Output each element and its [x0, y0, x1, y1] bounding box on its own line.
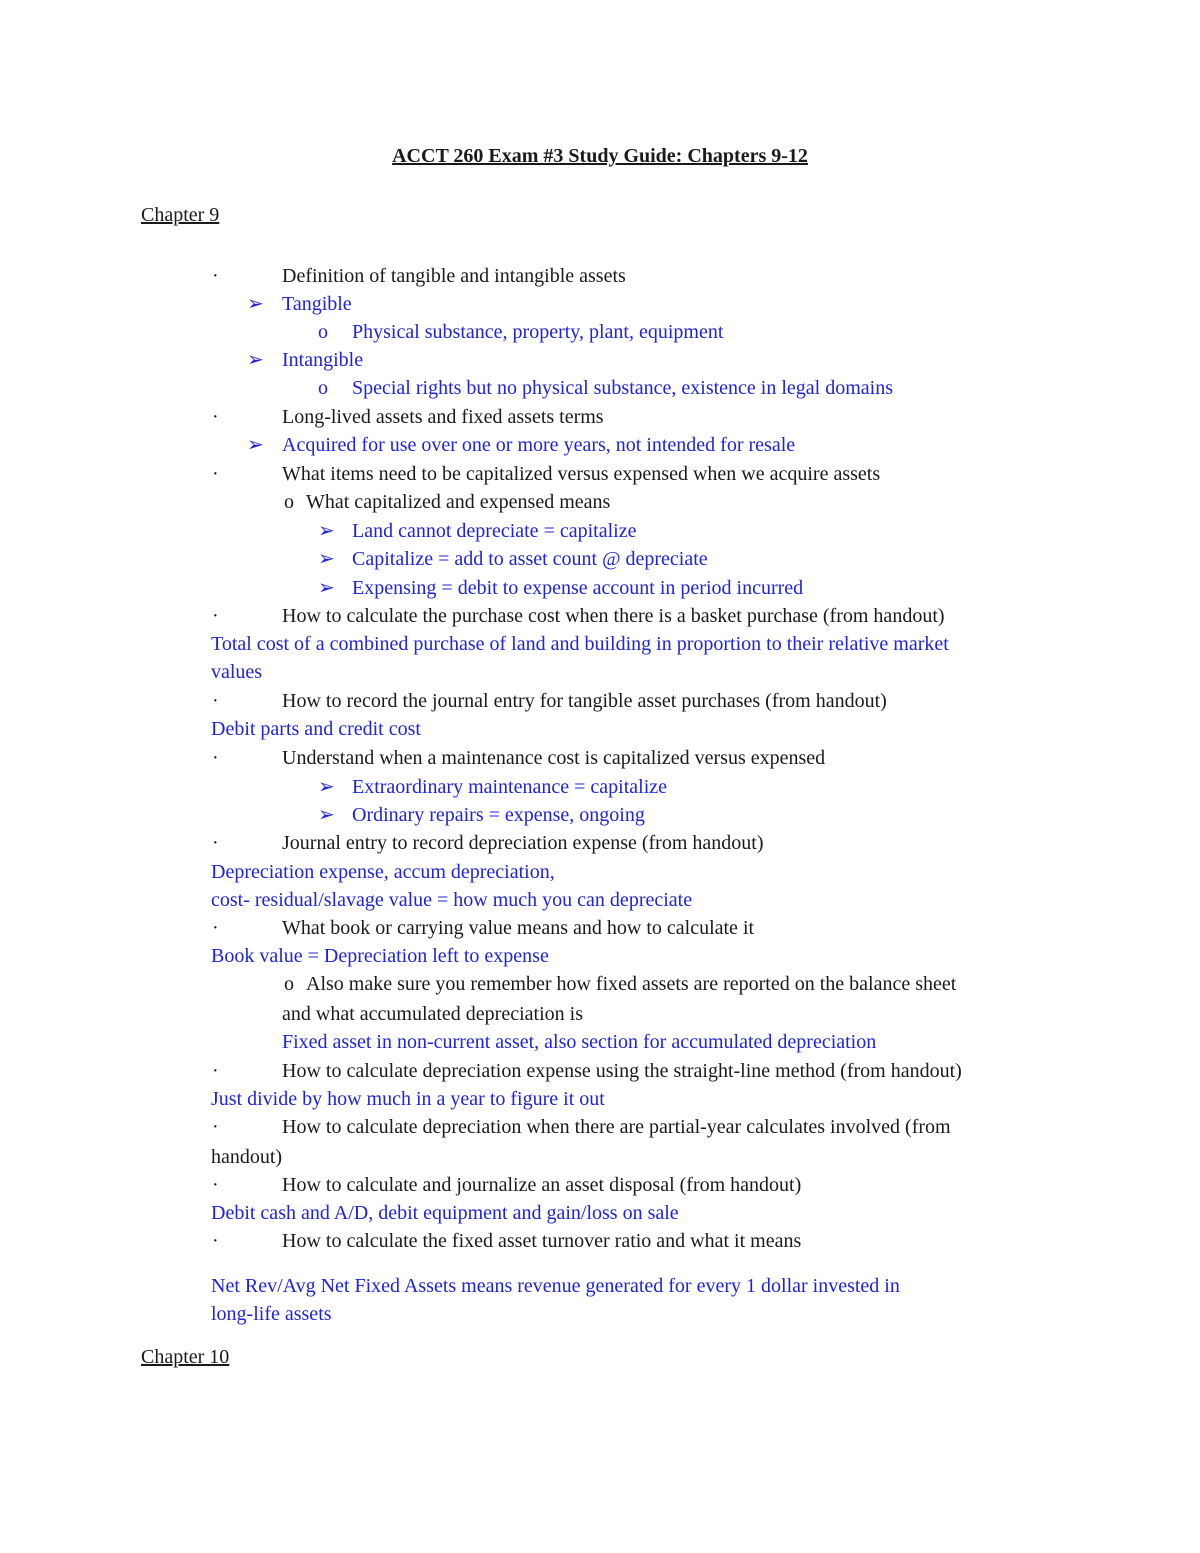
- arrow-bullet-icon: ➢: [318, 520, 335, 542]
- list-item: How to calculate the fixed asset turnover ratio and what it means: [282, 1230, 802, 1252]
- list-item: Capitalize = add to asset count @ depreciate: [352, 548, 708, 570]
- list-item: How to calculate depreciation expense using the straight-line method (from handout): [282, 1060, 962, 1082]
- answer-text: Book value = Depreciation left to expense: [211, 945, 549, 967]
- bullet-glyph: ·: [212, 747, 219, 769]
- list-item: How to record the journal entry for tangible asset purchases (from handout): [282, 690, 887, 712]
- arrow-bullet-icon: ➢: [318, 577, 335, 599]
- answer-text: long-life assets: [211, 1303, 332, 1325]
- list-item: How to calculate depreciation when there are partial-year calculates involved (from: [282, 1116, 951, 1138]
- bullet-glyph: ·: [212, 605, 219, 627]
- list-item: Intangible: [282, 349, 364, 371]
- answer-text: Total cost of a combined purchase of land and building in proportion to their relative market: [211, 633, 949, 655]
- list-item: Long-lived assets and fixed assets terms: [282, 406, 604, 428]
- list-item: What book or carrying value means and how to calculate it: [282, 917, 755, 939]
- list-item: Expensing = debit to expense account in period incurred: [352, 577, 804, 599]
- chapter-10-heading: Chapter 10: [141, 1346, 230, 1368]
- answer-text: Depreciation expense, accum depreciation,: [211, 861, 555, 883]
- list-item: What capitalized and expensed means: [306, 491, 611, 513]
- answer-text: Debit parts and credit cost: [211, 718, 421, 740]
- arrow-bullet-icon: ➢: [318, 776, 335, 798]
- list-item: Physical substance, property, plant, equipment: [352, 321, 724, 343]
- document-title: ACCT 260 Exam #3 Study Guide: Chapters 9-12: [392, 145, 808, 167]
- answer-text: Net Rev/Avg Net Fixed Assets means revenue generated for every 1 dollar invested in: [211, 1275, 900, 1297]
- list-item: Definition of tangible and intangible assets: [282, 265, 626, 287]
- arrow-bullet-icon: ➢: [247, 434, 264, 456]
- answer-text: cost- residual/slavage value = how much you can depreciate: [211, 889, 693, 911]
- bullet-glyph: ·: [212, 1116, 219, 1138]
- chapter-9-heading: Chapter 9: [141, 204, 220, 226]
- arrow-bullet-icon: ➢: [247, 349, 264, 371]
- circle-bullet-icon: o: [318, 321, 328, 343]
- list-item: Also make sure you remember how fixed assets are reported on the balance sheet: [306, 973, 957, 995]
- answer-text: Fixed asset in non-current asset, also section for accumulated depreciation: [282, 1031, 877, 1053]
- bullet-glyph: ·: [212, 1060, 219, 1082]
- bullet-glyph: ·: [212, 265, 219, 287]
- bullet-glyph: ·: [212, 463, 219, 485]
- list-item: Tangible: [282, 293, 352, 315]
- circle-bullet-icon: o: [284, 491, 294, 513]
- bullet-glyph: ·: [212, 832, 219, 854]
- list-item: What items need to be capitalized versus expensed when we acquire assets: [282, 463, 881, 485]
- bullet-glyph: ·: [212, 690, 219, 712]
- bullet-glyph: ·: [212, 1174, 219, 1196]
- list-item: Acquired for use over one or more years, not intended for resale: [282, 434, 796, 456]
- answer-text: Debit cash and A/D, debit equipment and gain/loss on sale: [211, 1202, 679, 1224]
- list-item-continued: handout): [211, 1146, 283, 1168]
- arrow-bullet-icon: ➢: [318, 804, 335, 826]
- list-item: Extraordinary maintenance = capitalize: [352, 776, 668, 798]
- list-item: Understand when a maintenance cost is capitalized versus expensed: [282, 747, 826, 769]
- arrow-bullet-icon: ➢: [247, 293, 264, 315]
- list-item: Special rights but no physical substance, existence in legal domains: [352, 377, 893, 399]
- arrow-bullet-icon: ➢: [318, 548, 335, 570]
- circle-bullet-icon: o: [284, 973, 294, 995]
- list-item: How to calculate the purchase cost when there is a basket purchase (from handout): [282, 605, 945, 627]
- list-item: How to calculate and journalize an asset disposal (from handout): [282, 1174, 802, 1196]
- list-item: Ordinary repairs = expense, ongoing: [352, 804, 645, 826]
- circle-bullet-icon: o: [318, 377, 328, 399]
- bullet-glyph: ·: [212, 406, 219, 428]
- answer-text: values: [211, 661, 263, 683]
- list-item: Journal entry to record depreciation expense (from handout): [282, 832, 764, 854]
- bullet-glyph: ·: [212, 917, 219, 939]
- list-item: Land cannot depreciate = capitalize: [352, 520, 637, 542]
- answer-text: Just divide by how much in a year to figure it out: [211, 1088, 605, 1110]
- bullet-glyph: ·: [212, 1230, 219, 1252]
- list-item-continued: and what accumulated depreciation is: [282, 1003, 583, 1025]
